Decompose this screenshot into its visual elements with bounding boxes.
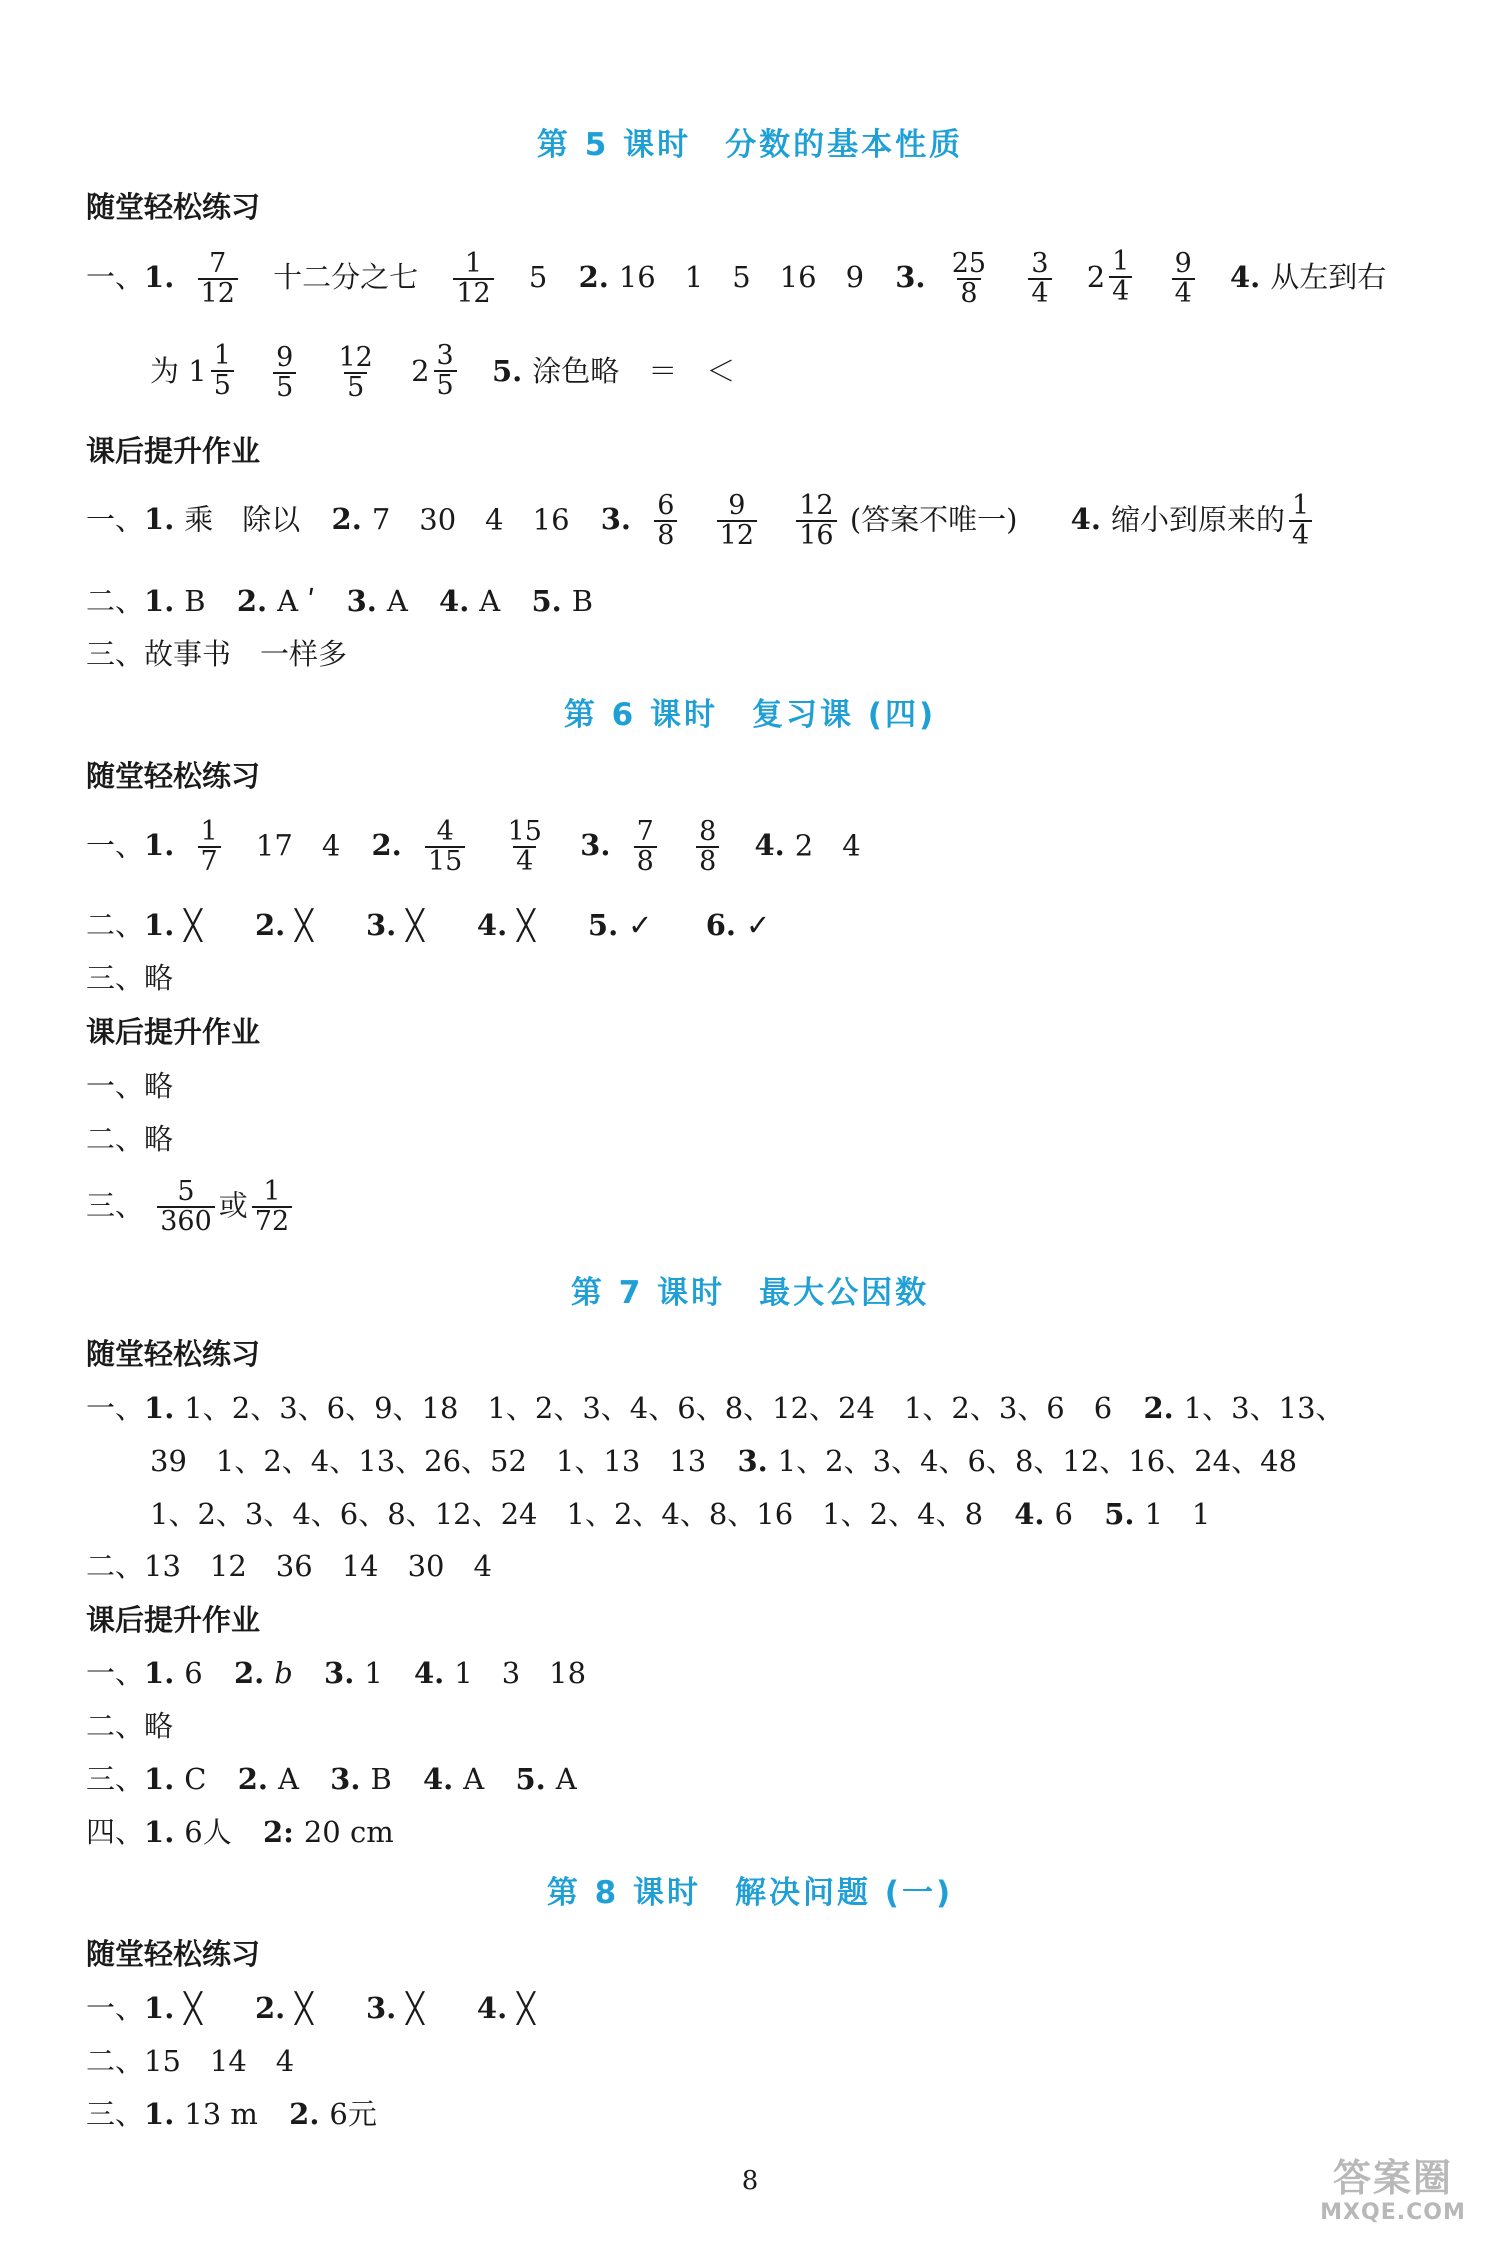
lesson-5-practice-line-1: 一、1. $\frac{7}{12}$ 十二分之七 $\frac{1}{12}$ 5 2. 16 1 5 16 9 3. $\frac{25}{8}$ $\frac{3}{4}$ 2 $\frac{1}{4}$ $\frac{9}{4}$ 4. 从左到右: [86, 246, 1387, 309]
lesson-7-class-practice-heading: 随堂轻松练习: [86, 1337, 261, 1371]
lesson-6-homework-line-3: 三、 $\frac{5}{360}$ 或 $\frac{1}{72}$: [86, 1178, 296, 1237]
lesson-5-title: 第 5 课时 分数的基本性质: [536, 127, 964, 163]
lesson-6-title: 第 6 课时 复习课 (四): [563, 697, 937, 733]
lesson-7-homework-line-3: 三、1. C 2. A 3. B 4. A 5. A: [86, 1762, 577, 1796]
fraction: $\frac{15}{4}$: [507, 816, 542, 878]
fraction: $\frac{1}{7}$: [198, 818, 221, 877]
lesson-8-class-practice-heading: 随堂轻松练习: [86, 1937, 261, 1971]
lesson-7-practice-line-2: 39 1、2、4、13、26、52 1、13 13 3. 1、2、3、4、6、8、12、16、24、48: [150, 1444, 1298, 1478]
fraction: $\frac{5}{360}$: [157, 1178, 215, 1237]
watermark-logo: 答案圈 MXQE.COM: [1320, 2156, 1466, 2225]
lesson-7-homework-line-4: 四、1. 6人 2: 20 cm: [86, 1815, 394, 1849]
fraction: $\frac{6}{8}$: [654, 492, 677, 551]
mixed-number: 2 $\frac{1}{4}$: [1087, 248, 1137, 307]
lesson-8-practice-line-3: 三、1. 13 m 2. 6元: [86, 2097, 377, 2131]
lesson-6-practice-line-2: 二、1. ╳ 2. ╳ 3. ╳ 4. ╳ 5. ✓ 6. ✓: [86, 908, 771, 942]
lesson-5-class-practice-heading: 随堂轻松练习: [86, 190, 261, 224]
lesson-7-practice-line-1: 一、1. 1、2、3、6、9、18 1、2、3、4、6、8、12、24 1、2、3、6 6 2. 1、3、13、: [86, 1391, 1345, 1425]
fraction: $\frac{7}{8}$: [634, 818, 657, 877]
lesson-7-homework-line-1: 一、1. 6 2. b 3. 1 4. 1 3 18: [86, 1656, 587, 1690]
lesson-5-homework-line-1: 一、1. 乘 除以 2. 7 30 4 16 3. $\frac{6}{8}$ $\frac{9}{12}$ $\frac{12}{16}$ (答案不唯一) 4. 缩小到原来的 $\frac{1}{4}$: [86, 492, 1316, 551]
fraction: $\frac{7}{12}$: [198, 250, 238, 309]
lesson-7-practice-line-4: 二、13 12 36 14 30 4: [86, 1549, 492, 1583]
fraction: $\frac{9}{5}$: [273, 344, 296, 403]
fraction: $\frac{12}{16}$: [796, 492, 836, 551]
fraction: $\frac{1}{12}$: [453, 250, 493, 309]
lesson-6-class-practice-heading: 随堂轻松练习: [86, 759, 261, 793]
fraction: $\frac{4}{15}$: [425, 818, 465, 877]
lesson-5-homework-line-2: 二、1. B 2. A ʹ 3. A 4. A 5. B: [86, 584, 594, 618]
lesson-7-title: 第 7 课时 最大公因数: [570, 1275, 930, 1311]
lesson-7-practice-line-3: 1、2、3、4、6、8、12、24 1、2、4、8、16 1、2、4、8 4. 6 5. 1 1: [150, 1497, 1211, 1531]
fraction: $\frac{3}{4}$: [1028, 250, 1051, 309]
fraction: $\frac{1}{72}$: [252, 1178, 292, 1237]
fraction: $\frac{1}{4}$: [1289, 492, 1312, 551]
lesson-6-practice-line-1: 一、1. $\frac{1}{7}$ 17 4 2. $\frac{4}{15}$ $\frac{15}{4}$ 3. $\frac{7}{8}$ $\frac{8}{8}$ 4. 2 4: [86, 816, 861, 878]
lesson-5-homework-line-3: 三、故事书 一样多: [86, 637, 348, 671]
mixed-number: 2 $\frac{3}{5}$: [411, 342, 461, 401]
lesson-6-practice-line-3: 三、略: [86, 961, 174, 995]
page-number: 8: [741, 2166, 759, 2196]
fraction: $\frac{9}{4}$: [1172, 250, 1195, 309]
lesson-5-homework-heading: 课后提升作业: [86, 434, 261, 468]
lesson-6-homework-line-2: 二、略: [86, 1122, 174, 1156]
lesson-8-practice-line-1: 一、1. ╳ 2. ╳ 3. ╳ 4. ╳: [86, 1991, 535, 2025]
lesson-8-title: 第 8 课时 解决问题 (一): [546, 1875, 954, 1911]
fraction: $\frac{12}{5}$: [338, 341, 373, 403]
mixed-number: 1 $\frac{1}{5}$: [188, 342, 238, 401]
lesson-8-practice-line-2: 二、15 14 4: [86, 2044, 295, 2078]
lesson-6-homework-heading: 课后提升作业: [86, 1015, 261, 1049]
fraction: $\frac{8}{8}$: [696, 818, 719, 877]
fraction: $\frac{9}{12}$: [717, 492, 757, 551]
lesson-5-practice-line-2: 为 1 $\frac{1}{5}$ $\frac{9}{5}$ $\frac{12}{5}$ 2 $\frac{3}{5}$ 5. 涂色略 ＝ ＜: [150, 340, 736, 403]
lesson-7-homework-line-2: 二、略: [86, 1709, 174, 1743]
lesson-7-homework-heading: 课后提升作业: [86, 1603, 261, 1637]
lesson-6-homework-line-1: 一、略: [86, 1069, 174, 1103]
fraction: $\frac{25}{8}$: [951, 247, 987, 309]
